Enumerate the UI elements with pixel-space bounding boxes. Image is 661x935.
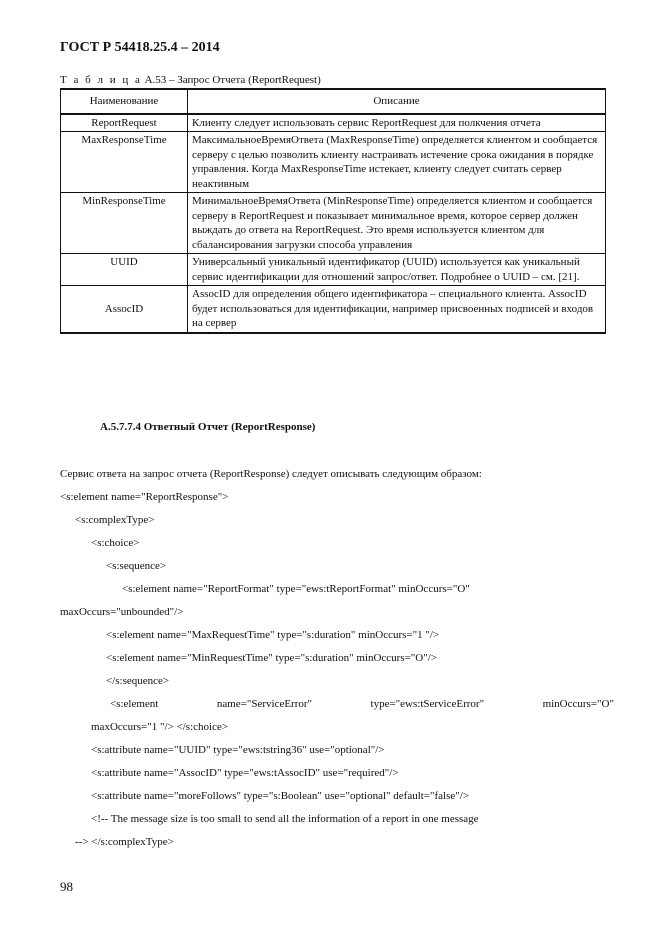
row-description-cell: Клиенту следует использовать сервис ReportRequest для полкчения отчета (188, 114, 606, 132)
row-name-cell: AssocID (61, 286, 188, 333)
column-header-name: Наименование (61, 89, 188, 114)
column-header-description: Описание (188, 89, 606, 114)
code-line (110, 698, 614, 710)
table-row (61, 254, 606, 286)
code-line: maxOccurs="1 "/> </s:choice> (91, 721, 229, 733)
code-token: <s:element (110, 698, 159, 710)
row-name-cell: ReportRequest (61, 114, 188, 132)
code-line: <s:attribute name="moreFollows" type="s:Boolean" use="optional" default="false"/> (91, 790, 470, 802)
code-line: <s:element name="ReportResponse"> (60, 491, 229, 503)
code-token: minOccurs="O" (542, 698, 614, 710)
table-row (61, 286, 606, 333)
table-caption-text: А.53 – Запрос Отчета (ReportRequest) (141, 74, 321, 86)
code-token: type="ews:tServiceError" (370, 698, 485, 710)
intro-paragraph: Сервис ответа на запрос отчета (ReportResponse) следует описывать следующим образом: (60, 468, 482, 480)
document-header-title: ГОСТ Р 54418.25.4 – 2014 (60, 40, 220, 55)
table-row (61, 193, 606, 254)
row-name-cell: UUID (61, 254, 188, 286)
table-caption-prefix: Т а б л и ц а (60, 74, 142, 86)
row-description-cell: AssocID для определения общего идентификатора – специального клиента. AssocID будет использоваться для идентификации, например присвоенных подписей и входов на сервер (188, 286, 606, 333)
code-line: <s:choice> (91, 537, 140, 549)
table-caption (60, 74, 321, 86)
row-description-cell: МинимальноеВремяОтвета (MinResponseTime) определяется клиентом и сообщается серверу в ReportRequest и показывает минимальное время, которое сервер должен выждать до ответа на ReportRequest. Это время используется клиентом для сбалансирования загрузки способа управления (188, 193, 606, 254)
row-description-cell: МаксимальноеВремяОтвета (MaxResponseTime) определяется клиентом и сообщается серверу с целью позволить клиенту настраивать истечение срока ожидания в порядке управления. Когда MaxResponseTime истекает, клиенту следует считать сервер неактивным (188, 132, 606, 193)
code-line: <!-- The message size is too small to send all the information of a report in one message (91, 813, 479, 825)
code-token: name="ServiceError" (216, 698, 313, 710)
code-line: maxOccurs="unbounded"/> (60, 606, 184, 618)
code-line: <s:complexType> (75, 514, 155, 526)
row-name-cell: MinResponseTime (61, 193, 188, 254)
code-line: <s:attribute name="UUID" type="ews:tstring36" use="optional"/> (91, 744, 385, 756)
table-header-row (61, 89, 606, 114)
code-line: <s:element name="MaxRequestTime" type="s:duration" minOccurs="1 "/> (106, 629, 440, 641)
section-heading: А.5.7.7.4 Ответный Отчет (ReportResponse) (100, 421, 316, 433)
code-line: <s:attribute name="AssocID" type="ews:tAssocID" use="required"/> (91, 767, 399, 779)
table-row (61, 132, 606, 193)
report-request-table (60, 88, 606, 334)
row-description-cell: Универсальный уникальный идентификатор (UUID) используется как уникальный сервис идентификации для отношений запрос/ответ. Подробнее о UUID – см. [21]. (188, 254, 606, 286)
row-name-cell: MaxResponseTime (61, 132, 188, 193)
table-row (61, 114, 606, 132)
code-line: --> </s:complexType> (75, 836, 174, 848)
code-line: <s:element name="MinRequestTime" type="s:duration" minOccurs="O"/> (106, 652, 437, 664)
code-line: <s:element name="ReportFormat" type="ews:tReportFormat" minOccurs="O" (122, 583, 470, 595)
code-line: </s:sequence> (106, 675, 170, 687)
code-line: <s:sequence> (106, 560, 167, 572)
page-number: 98 (60, 879, 73, 894)
